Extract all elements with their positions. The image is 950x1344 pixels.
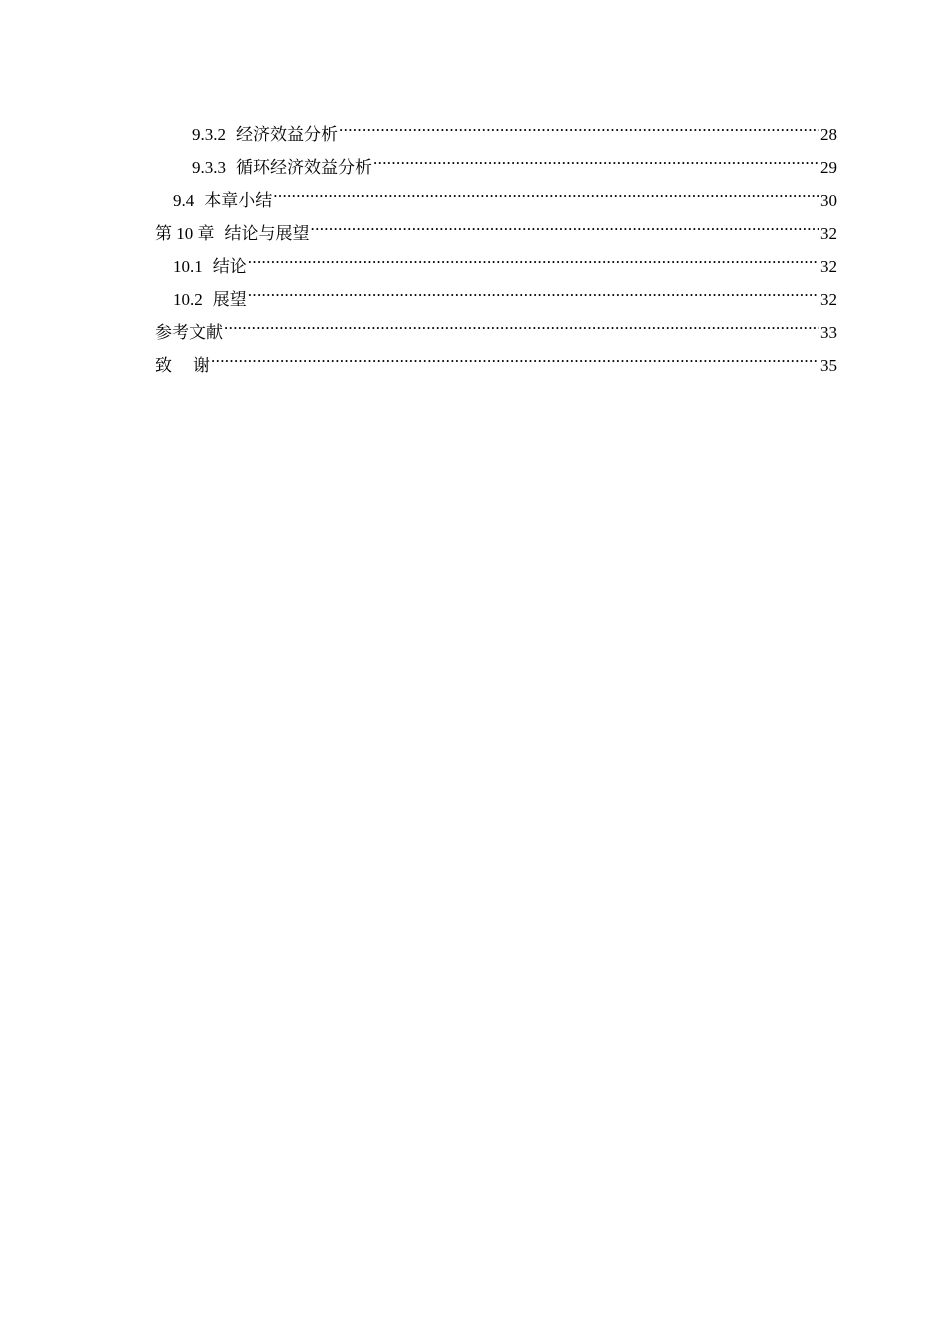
toc-entry-number: 9.3.3 <box>192 158 226 177</box>
toc-entry-title: 结论 <box>212 257 247 276</box>
toc-entry-page-number: 33 <box>820 323 837 342</box>
toc-entry-9-3-2[interactable] <box>155 112 837 145</box>
toc-entry-number: 9.3.2 <box>192 125 226 144</box>
toc-entry-chapter-10[interactable] <box>155 211 837 244</box>
toc-entry-9-4[interactable] <box>155 178 837 211</box>
toc-entry-page-number: 32 <box>820 290 837 309</box>
toc-entry-page-number: 30 <box>820 191 837 210</box>
toc-dot-leader <box>339 112 819 140</box>
toc-entry-title-part: 致 <box>155 356 172 375</box>
toc-entry-page-number: 28 <box>820 125 837 144</box>
toc-dot-leader <box>224 310 819 338</box>
toc-entry-title: 参考文献 <box>155 323 223 342</box>
toc-entry-title: 经济效益分析 <box>236 125 338 144</box>
toc-dot-leader <box>311 211 820 239</box>
toc-entry-title: 结论与展望 <box>224 224 310 243</box>
toc-entry-number: 第 10 章 <box>155 224 215 243</box>
toc-entry-9-3-3[interactable] <box>155 145 837 178</box>
toc-entry-page-number: 35 <box>820 356 837 375</box>
toc-entry-page-number: 29 <box>820 158 837 177</box>
toc-entry-title-part: 谢 <box>193 356 210 375</box>
toc-entry-title: 本章小结 <box>204 191 273 210</box>
toc-entry-title: 展望 <box>212 290 247 309</box>
toc-entry-references[interactable] <box>155 310 837 343</box>
toc-entry-title: 循环经济效益分析 <box>236 158 372 177</box>
toc-entry-10-2[interactable] <box>155 277 837 310</box>
toc-entry-page-number: 32 <box>820 257 837 276</box>
toc-entry-10-1[interactable] <box>155 244 837 277</box>
toc-entry-number: 10.2 <box>173 290 203 309</box>
toc-entry-page-number: 32 <box>820 224 837 243</box>
toc-entry-number: 9.4 <box>173 191 195 210</box>
toc-dot-leader <box>373 145 819 173</box>
toc-entry-number: 10.1 <box>173 257 203 276</box>
toc-entry-acknowledgements[interactable] <box>155 343 837 376</box>
toc-dot-leader <box>248 277 819 305</box>
table-of-contents <box>155 112 837 376</box>
toc-dot-leader <box>248 244 819 272</box>
toc-dot-leader <box>273 178 819 206</box>
toc-dot-leader <box>211 343 819 371</box>
